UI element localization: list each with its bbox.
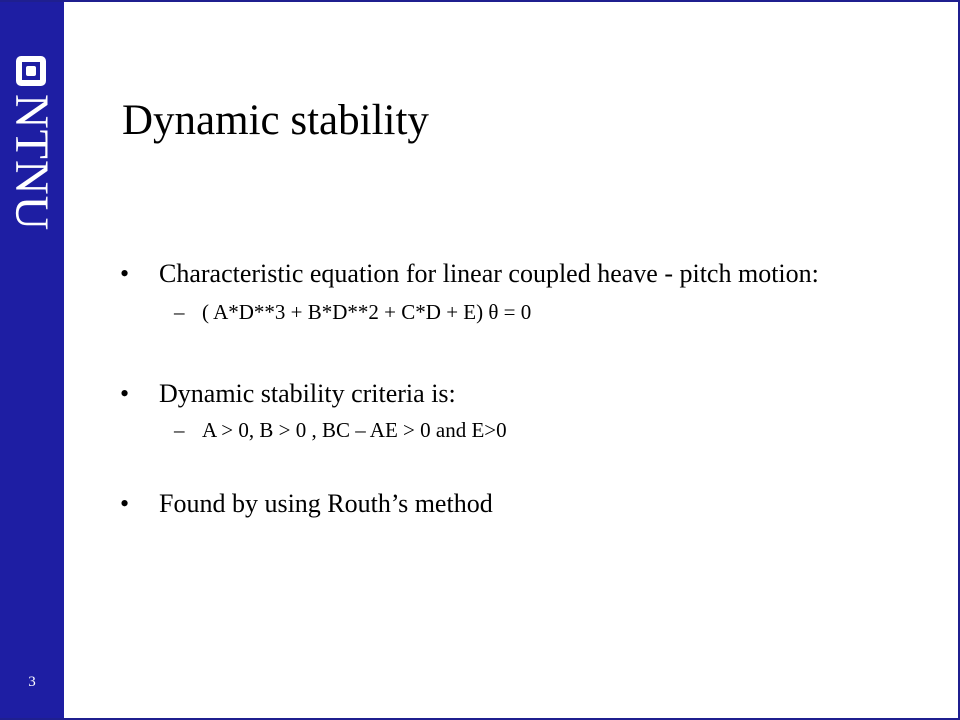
sub-bullet-text: A > 0, B > 0 , BC – AE > 0 and E>0 [202, 418, 507, 442]
logo-text: NTNU [5, 94, 58, 232]
bullet-dot: • [120, 489, 130, 518]
slide-title: Dynamic stability [122, 97, 429, 144]
bullet-dot: • [120, 259, 130, 288]
bullet-item-stability-criteria [120, 377, 900, 411]
sub-bullet-equation [120, 297, 900, 327]
bullet-text: Characteristic equation for linear coupled heave - pitch motion: [159, 259, 819, 288]
sub-bullet-criteria [120, 415, 900, 445]
bullet-item-characteristic-equation [120, 257, 900, 291]
ntnu-logo-icon [16, 56, 46, 86]
sub-bullet-dash: – [174, 418, 185, 442]
bullet-text: Dynamic stability criteria is: [159, 379, 456, 408]
bullet-item-routh-method [120, 487, 900, 521]
bullet-text: Found by using Routh’s method [159, 489, 493, 518]
bullet-list [120, 257, 900, 521]
sub-bullet-text: ( A*D**3 + B*D**2 + C*D + E) θ = 0 [202, 300, 532, 324]
ntnu-logo-inner-square [26, 66, 36, 76]
page-number: 3 [28, 674, 36, 690]
bullet-dot: • [120, 379, 130, 408]
sub-bullet-dash: – [174, 300, 185, 324]
brand-sidebar [0, 2, 64, 720]
